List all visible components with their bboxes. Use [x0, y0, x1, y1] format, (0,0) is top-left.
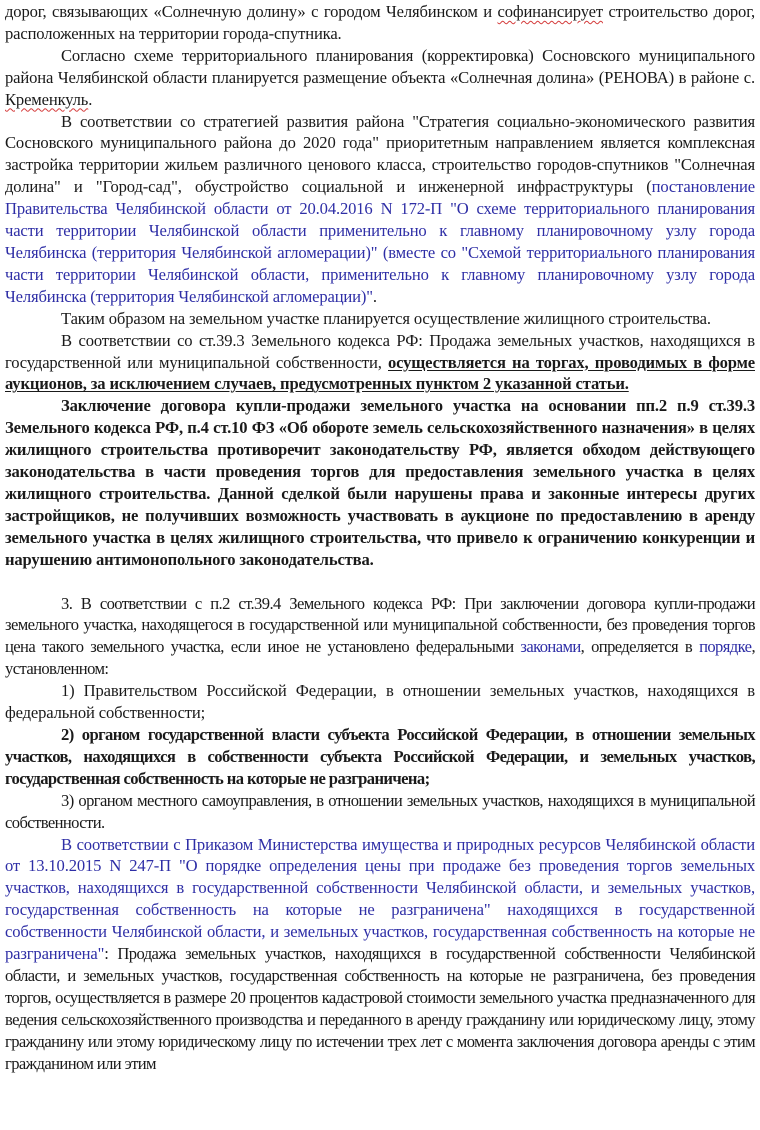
text-run: , определяется в: [580, 637, 700, 657]
list-item-3: [5, 790, 755, 834]
text-run: В соответствии со стратегией развития района "Стратегия социально-экономического развития Сосновского муниципального района до 2020 года" приоритетным направлением является комплексная застройка территории жильем различного ценового класса, строительство городов-спутников "Солнечная долина" и "Город-сад", обустройство социальной и инженерной инфраструктуры (: [5, 111, 755, 197]
list-item-2: [5, 724, 755, 790]
paragraph-roads: [5, 1, 755, 45]
paragraph-article-39-4: [5, 593, 755, 681]
text-run: Таким образом на земельном участке планируется осуществление жилищного строительства.: [61, 308, 711, 328]
order-link[interactable]: порядке: [699, 637, 752, 657]
laws-link[interactable]: законами: [520, 637, 581, 657]
legal-reference-link[interactable]: постановление Правительства Челябинской области от 20.04.2016 N 172-П "О схеме территориального планирования части территории Челябинской области применительно к главному планировочному узлу города Челябинска (территория Челябинской агломерации)" (вместе со "Схемой территориального планирования части территории Челябинской области, применительно к главному планировочному узлу города Челябинска (территория Челябинской агломерации)": [5, 177, 755, 306]
paragraph-gap: [5, 571, 755, 593]
text-run: .: [372, 286, 377, 306]
text-run: В соответствии со ст.39.3 Земельного кодекса РФ: Продажа земельных участков, находящихся в государственной или муниципальной собственности,: [5, 330, 755, 372]
text-run: 3. В соответствии с п.2 ст.39.4 Земельного кодекса РФ: При заключении договора купли-продажи земельного участка, находящегося в государственной или муниципальной собственности, без проведения торгов цена такого земельного участка, если иное не установлено федеральными: [5, 593, 755, 657]
paragraph-conclusion: [5, 395, 755, 570]
list-item-1: [5, 680, 755, 724]
misspelled-word[interactable]: Кременкуль: [5, 89, 89, 109]
text-run: 2) органом государственной власти субъекта Российской Федерации, в отношении земельных участков, находящихся в собственности субъекта Российской Федерации, и земельных участков, государственная собственность на которые не разграничена;: [5, 725, 755, 788]
text-run: 1) Правительством Российской Федерации, в отношении земельных участков, находящихся в федеральной собственности;: [5, 681, 755, 723]
text-run: 3) органом местного самоуправления, в отношении земельных участков, находящихся в муниципальной собственности.: [5, 790, 755, 832]
text-run: : Продажа земельных участков, находящихся в государственной собственности Челябинской области, и земельных участков, государственная собственность на которые не разграничена, без проведения торгов, осуществляется в размере 20 процентов кадастровой стоимости земельного участка предназначенного для ведения сельскохозяйственного производства и переданного в аренду гражданину или юридическому лицу, этому гражданину или этому юридическому лицу по истечении трех лет с момента заключения договора аренды с этим гражданином или этим: [5, 944, 755, 1073]
text-run: .: [88, 89, 93, 109]
paragraph-strategy: [5, 111, 755, 308]
emphasized-text: осуществляется на торгах, проводимых в форме аукционов, за исключением случаев, предусмотренных пунктом 2 указанной статьи.: [5, 352, 755, 394]
paragraph-ministry-order: [5, 834, 755, 1075]
misspelled-word[interactable]: софинансирует: [497, 2, 603, 21]
text-run: Заключение договора купли-продажи земельного участка на основании пп.2 п.9 ст.39.3 Земельного кодекса РФ, п.4 ст.10 ФЗ «Об обороте земель сельскохозяйственного назначения» в целях жилищного строительства противоречит законодательству РФ, является обходом действующего законодательства в части проведения торгов для предоставления земельного участка в целях жилищного строительства. Данной сделкой были нарушены права и законные интересы других застройщиков, не получивших возможность участвовать в аукционе по предоставлению в аренду земельного участка в целях жилищного строительства, что привело к ограничению конкуренции и нарушению антимонопольного законодательства.: [5, 396, 755, 569]
text-run: дорог, связывающих «Солнечную долину» с городом Челябинском и: [5, 2, 498, 21]
ministry-order-link[interactable]: В соответствии с Приказом Министерства имущества и природных ресурсов Челябинской области от 13.10.2015 N 247-П "О порядке определения цены при продаже без проведения торгов земельных участков, находящихся в государственной собственности Челябинской области, и земельных участков, государственная собственность на которые не разграничена" находящихся в государственной собственности Челябинской области, и земельных участков, государственная собственность на которые не разграничена": [5, 834, 755, 964]
paragraph-housing-construction: [5, 308, 755, 330]
document-page: [0, 1, 760, 1075]
paragraph-territorial-scheme: [5, 45, 755, 111]
text-run: Согласно схеме территориального планирования (корректировка) Сосновского муниципального района Челябинской области планируется размещение объекта «Солнечная долина» (РЕНОВА) в районе с.: [5, 45, 755, 87]
text-run: строительство дорог, расположенных на территории города-спутника.: [5, 2, 755, 43]
paragraph-article-39-3: [5, 330, 755, 396]
text-run: , установленном:: [5, 637, 755, 679]
